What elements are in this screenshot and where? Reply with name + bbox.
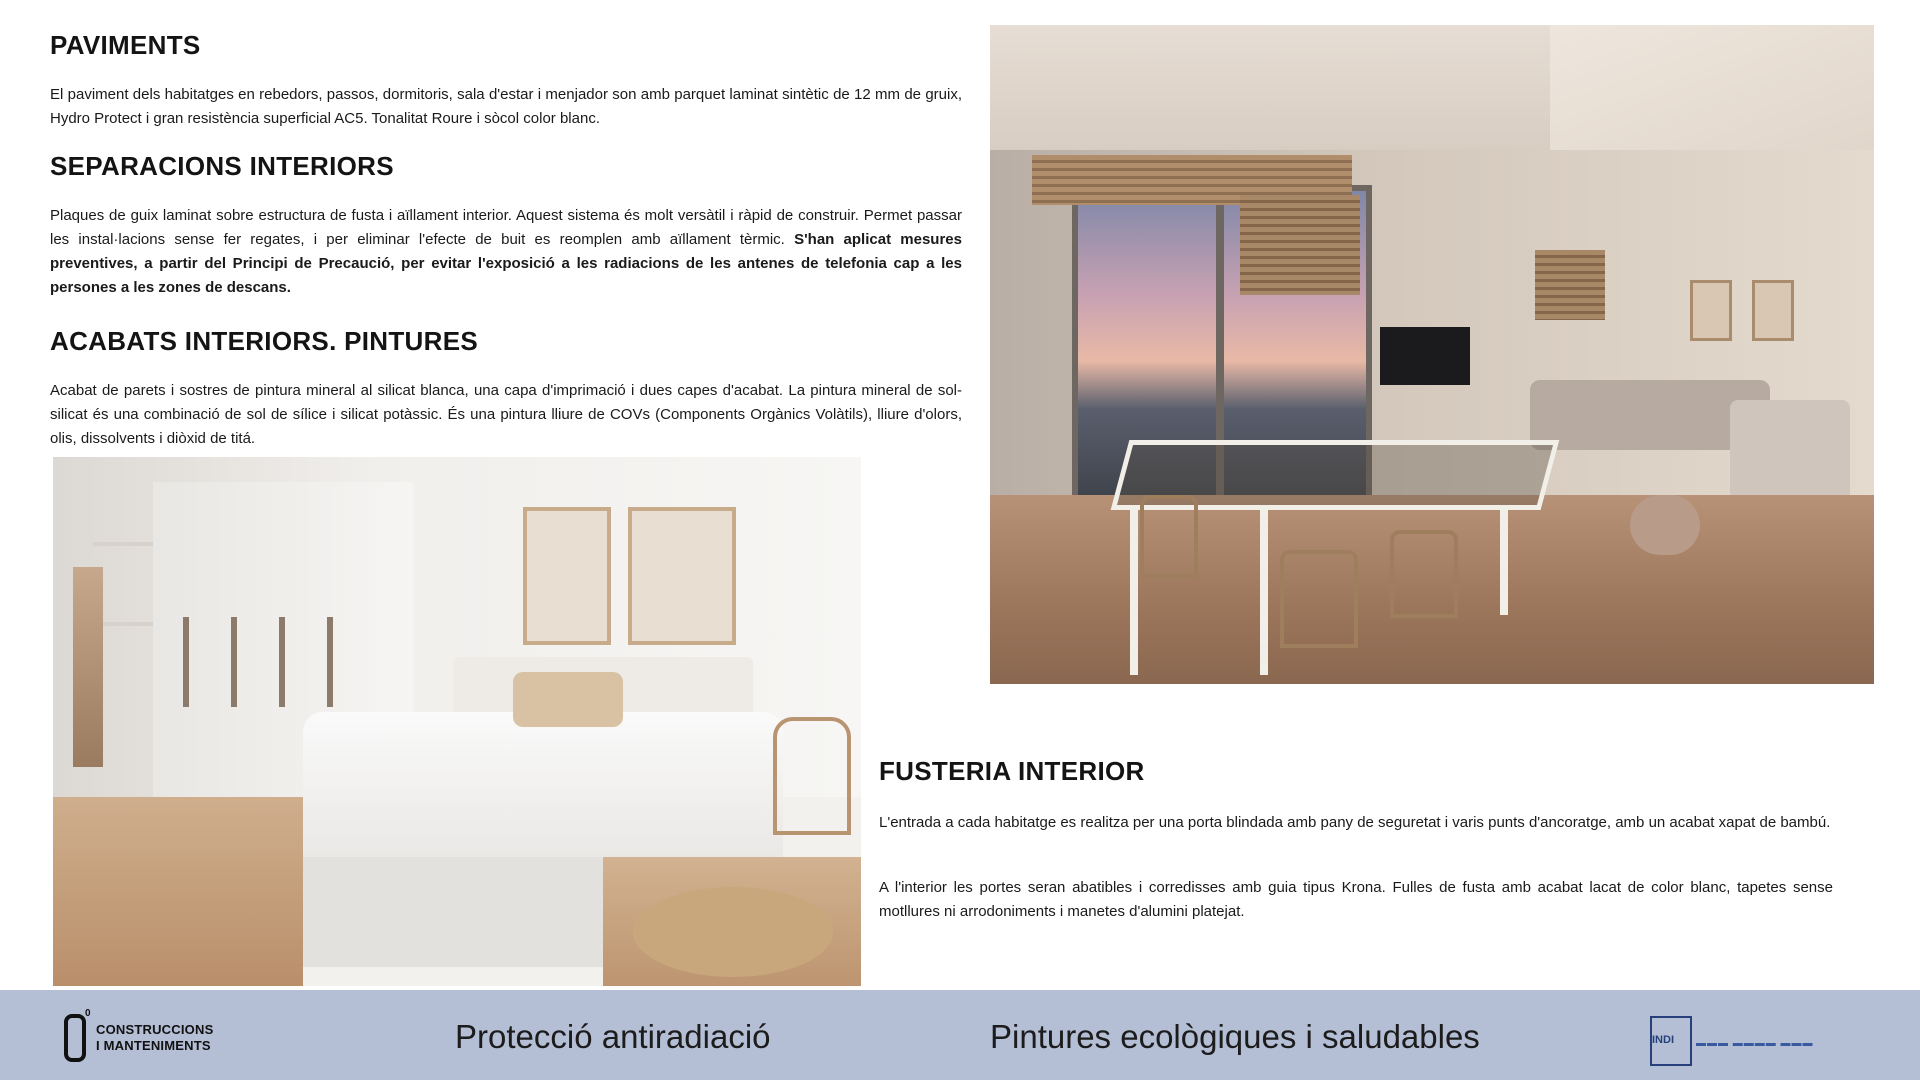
fusteria-title: FUSTERIA INTERIOR bbox=[879, 756, 1145, 786]
wardrobe-handle-4 bbox=[327, 617, 333, 707]
separacions-title: SEPARACIONS INTERIORS bbox=[50, 151, 394, 181]
pillow-knit bbox=[513, 672, 623, 727]
logo-line-2: I MANTENIMENTS bbox=[96, 1038, 211, 1053]
sofa-side bbox=[1730, 400, 1850, 500]
jute-rug bbox=[633, 887, 833, 977]
fusteria-text-2: A l'interior les portes seran abatibles i corredisses amb guia tipus Krona. Fulles de fusta amb acabat lacat de color blanc, tapetes sense motllures ni arrodoniments i manetes d'alumini platejat. bbox=[879, 879, 1833, 920]
pouf bbox=[1630, 495, 1700, 555]
chair-3 bbox=[1140, 495, 1198, 578]
table-leg-2 bbox=[1260, 505, 1268, 675]
table-leg-1 bbox=[1130, 505, 1138, 675]
blind-small bbox=[1535, 250, 1605, 320]
bedroom-floor-left bbox=[53, 797, 303, 986]
chair-2 bbox=[1390, 530, 1458, 618]
shelf-1 bbox=[93, 542, 153, 546]
bedroom-picture-1 bbox=[523, 507, 611, 645]
table-leg-3 bbox=[1500, 505, 1508, 615]
paviments-title: PAVIMENTS bbox=[50, 30, 201, 60]
bed-base bbox=[303, 857, 603, 967]
bedroom-picture-2 bbox=[628, 507, 736, 645]
logo-line-1: CONSTRUCCIONS bbox=[96, 1022, 214, 1037]
lamp-stand bbox=[73, 567, 103, 767]
acabats-title: ACABATS INTERIORS. PINTURES bbox=[50, 326, 478, 356]
side-chair bbox=[773, 717, 851, 835]
indi-logo-mark: INDI bbox=[1652, 1034, 1674, 1046]
footer-bar bbox=[0, 990, 1920, 1080]
logo-zero-icon bbox=[64, 1014, 86, 1062]
wardrobe-handle-1 bbox=[183, 617, 189, 707]
footer-label-pintures: Pintures ecològiques i saludables bbox=[990, 1018, 1480, 1055]
indi-logo-text-icon: ▬▬▬ ▬▬▬▬ ▬▬▬ bbox=[1696, 1038, 1814, 1049]
separacions-text-bold: S'han aplicat mesures preventives, a partir del Principi de Precaució, per evitar l'exposició a les radiacions de les antenes de telefonia cap a les persones a les zones de descans. bbox=[50, 231, 962, 296]
acabats-text: Acabat de parets i sostres de pintura mineral al silicat blanca, una capa d'imprimació i dues capes d'acabat. La pintura mineral de sol-silicat és una combinació de sol de sílice i silicat potàssic. És una pintura lliure de COVs (Components Orgànics Volàtils), lliure d'olors, olis, dissolvents i diòxid de titá. bbox=[50, 382, 962, 447]
wall-picture-1 bbox=[1690, 280, 1732, 341]
wall-picture-2 bbox=[1752, 280, 1794, 341]
tv bbox=[1380, 327, 1470, 385]
separacions-text bbox=[50, 204, 962, 300]
paviments-text: El paviment dels habitatges en rebedors, passos, dormitoris, sala d'estar i menjador son amb parquet laminat sintètic de 12 mm de gruix, Hydro Protect i gran resistència superficial AC5. Tonalitat Roure i sòcol color blanc. bbox=[50, 86, 962, 127]
blind-right bbox=[1240, 195, 1360, 295]
bedroom-photo bbox=[53, 457, 861, 986]
separacions-text-regular: Plaques de guix laminat sobre estructura de fusta i aïllament interior. Aquest sistema és molt versàtil i ràpid de construir. Permet passar les instal·lacions sense fer regates, i per eliminar l'efecte de buit es reomplen amb aïllament tèrmic. bbox=[50, 207, 962, 248]
chair-1 bbox=[1280, 550, 1358, 648]
wardrobe-handle-2 bbox=[231, 617, 237, 707]
living-room-photo bbox=[990, 25, 1874, 684]
wardrobe-handle-3 bbox=[279, 617, 285, 707]
construccions-logo bbox=[62, 1008, 232, 1064]
fusteria-text-1: L'entrada a cada habitatge es realitza per una porta blindada amb pany de seguretat i varis punts d'ancoratge, amb un acabat xapat de bambú. bbox=[879, 814, 1831, 831]
footer-label-antiradiacio: Protecció antiradiació bbox=[455, 1018, 771, 1055]
logo-superscript: 0 bbox=[85, 1008, 91, 1019]
indi-logo bbox=[1648, 1008, 1868, 1066]
